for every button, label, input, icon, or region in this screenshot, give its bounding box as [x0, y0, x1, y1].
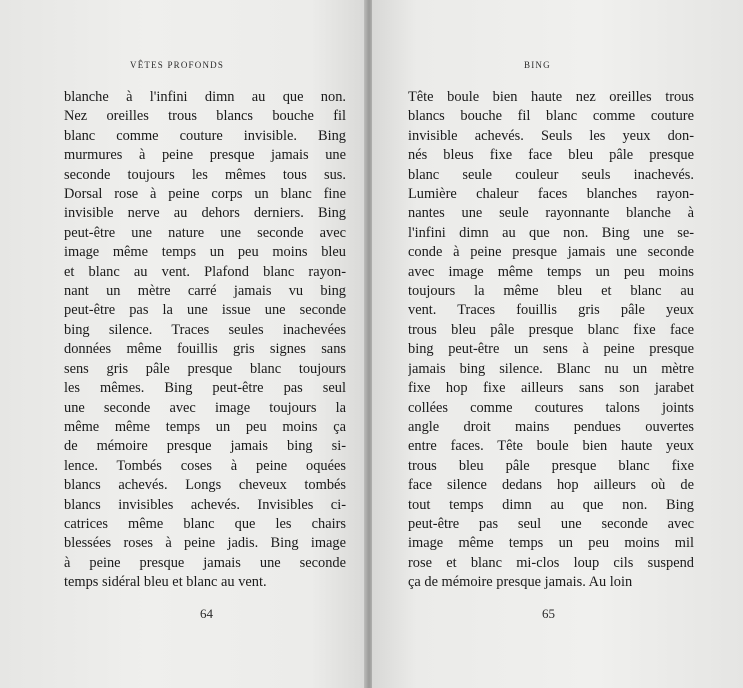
- text-line: lence. Tombés coses à peine oquées: [64, 457, 346, 474]
- text-line: face silence dedans hop ailleurs où de: [408, 477, 694, 494]
- text-line: bing peut-être un sens à peine presque: [408, 341, 694, 358]
- text-line: peut-être pas la une issue une seconde: [64, 302, 346, 319]
- text-line: blancs bouche fil blanc comme couture: [408, 108, 694, 125]
- text-line: entre faces. Tête boule bien haute yeux: [408, 438, 694, 455]
- text-line: catrices même blanc que les chairs: [64, 515, 346, 532]
- right-page-number: 65: [542, 606, 555, 621]
- text-line: seconde toujours les mêmes tous sus.: [64, 166, 346, 183]
- text-line: toujours la même bleu et blanc au: [408, 283, 694, 300]
- text-line: jamais bing silence. Blanc nu un mètre: [408, 360, 694, 377]
- text-line: image même temps un peu moins bleu: [64, 244, 346, 261]
- right-page: [372, 0, 743, 688]
- text-line: blanc comme couture invisible. Bing: [64, 127, 346, 144]
- text-line: les mêmes. Bing peut-être pas seul: [64, 380, 346, 397]
- text-line: fixe hop fixe ailleurs sans son jarabet: [408, 380, 694, 397]
- text-line: collées comme coutures talons joints: [408, 399, 694, 416]
- text-line: une seconde avec image toujours la: [64, 399, 346, 416]
- text-line: blessées roses à peine jadis. Bing image: [64, 535, 346, 552]
- text-line: Nez oreilles trous blancs bouche fil: [64, 108, 346, 125]
- text-line: Tête boule bien haute nez oreilles trous: [408, 89, 694, 105]
- text-line: avec image même temps un peu moins: [408, 263, 694, 280]
- text-line: Lumière chaleur faces blanches rayon-: [408, 186, 694, 203]
- text-line: peut-être pas seul une seconde avec: [408, 515, 694, 532]
- text-line: image même temps un peu moins mil: [408, 535, 694, 552]
- text-line: blanc seule couleur seuls inachevés.: [408, 166, 694, 183]
- text-line: même même temps un peu moins ça: [64, 418, 346, 435]
- text-line: bing silence. Traces seules inachevées: [64, 321, 346, 338]
- text-line: trous bleu pâle presque blanc fixe face: [408, 321, 694, 338]
- text-line: tout temps dimn au que non. Bing: [408, 496, 694, 513]
- text-line: sens gris pâle presque blanc toujours: [64, 360, 346, 377]
- text-line: rose et blanc mi-clos loup cils suspend: [408, 554, 694, 571]
- right-text-block: [408, 88, 694, 593]
- text-line: invisible nerve au dehors derniers. Bing: [64, 205, 346, 222]
- text-line: et blanc au vent. Plafond blanc rayon-: [64, 263, 346, 280]
- text-line: l'infini dimn au que non. Bing une se-: [408, 224, 694, 241]
- text-line: nés bleus fixe face bleu pâle presque: [408, 147, 694, 164]
- text-line: blanche à l'infini dimn au que non.: [64, 89, 346, 105]
- text-line: à peine presque jamais une seconde: [64, 554, 346, 571]
- text-line: trous bleu pâle presque blanc fixe: [408, 457, 694, 474]
- text-line: temps sidéral bleu et blanc au vent.: [64, 574, 267, 591]
- text-line: invisible achevés. Seuls les yeux don-: [408, 127, 694, 144]
- text-line: nantes une seule rayonnante blanche à: [408, 205, 694, 222]
- text-line: blancs achevés. Longs cheveux tombés: [64, 477, 346, 494]
- text-line: conde à peine presque jamais une seconde: [408, 244, 694, 261]
- text-line: peut-être une nature une seconde avec: [64, 224, 346, 241]
- text-line: Dorsal rose à peine corps un blanc fine: [64, 186, 346, 203]
- text-line: de mémoire presque jamais bing si-: [64, 438, 346, 455]
- text-line: ça de mémoire presque jamais. Au loin: [408, 574, 633, 591]
- text-line: blancs invisibles achevés. Invisibles ci-: [64, 496, 346, 513]
- left-page-number: 64: [200, 606, 213, 621]
- left-text-block: [64, 88, 346, 593]
- left-running-head: VÊTES PROFONDS: [130, 60, 225, 70]
- text-line: nant un mètre carré jamais vu bing: [64, 283, 346, 300]
- text-line: murmures à peine presque jamais une: [64, 147, 346, 164]
- left-page: [0, 0, 366, 688]
- text-line: angle droit mains pendues ouvertes: [408, 418, 694, 435]
- text-line: données même fouillis gris signes sans: [64, 341, 346, 358]
- right-running-head: BING: [524, 60, 551, 70]
- text-line: vent. Traces fouillis gris pâle yeux: [408, 302, 694, 319]
